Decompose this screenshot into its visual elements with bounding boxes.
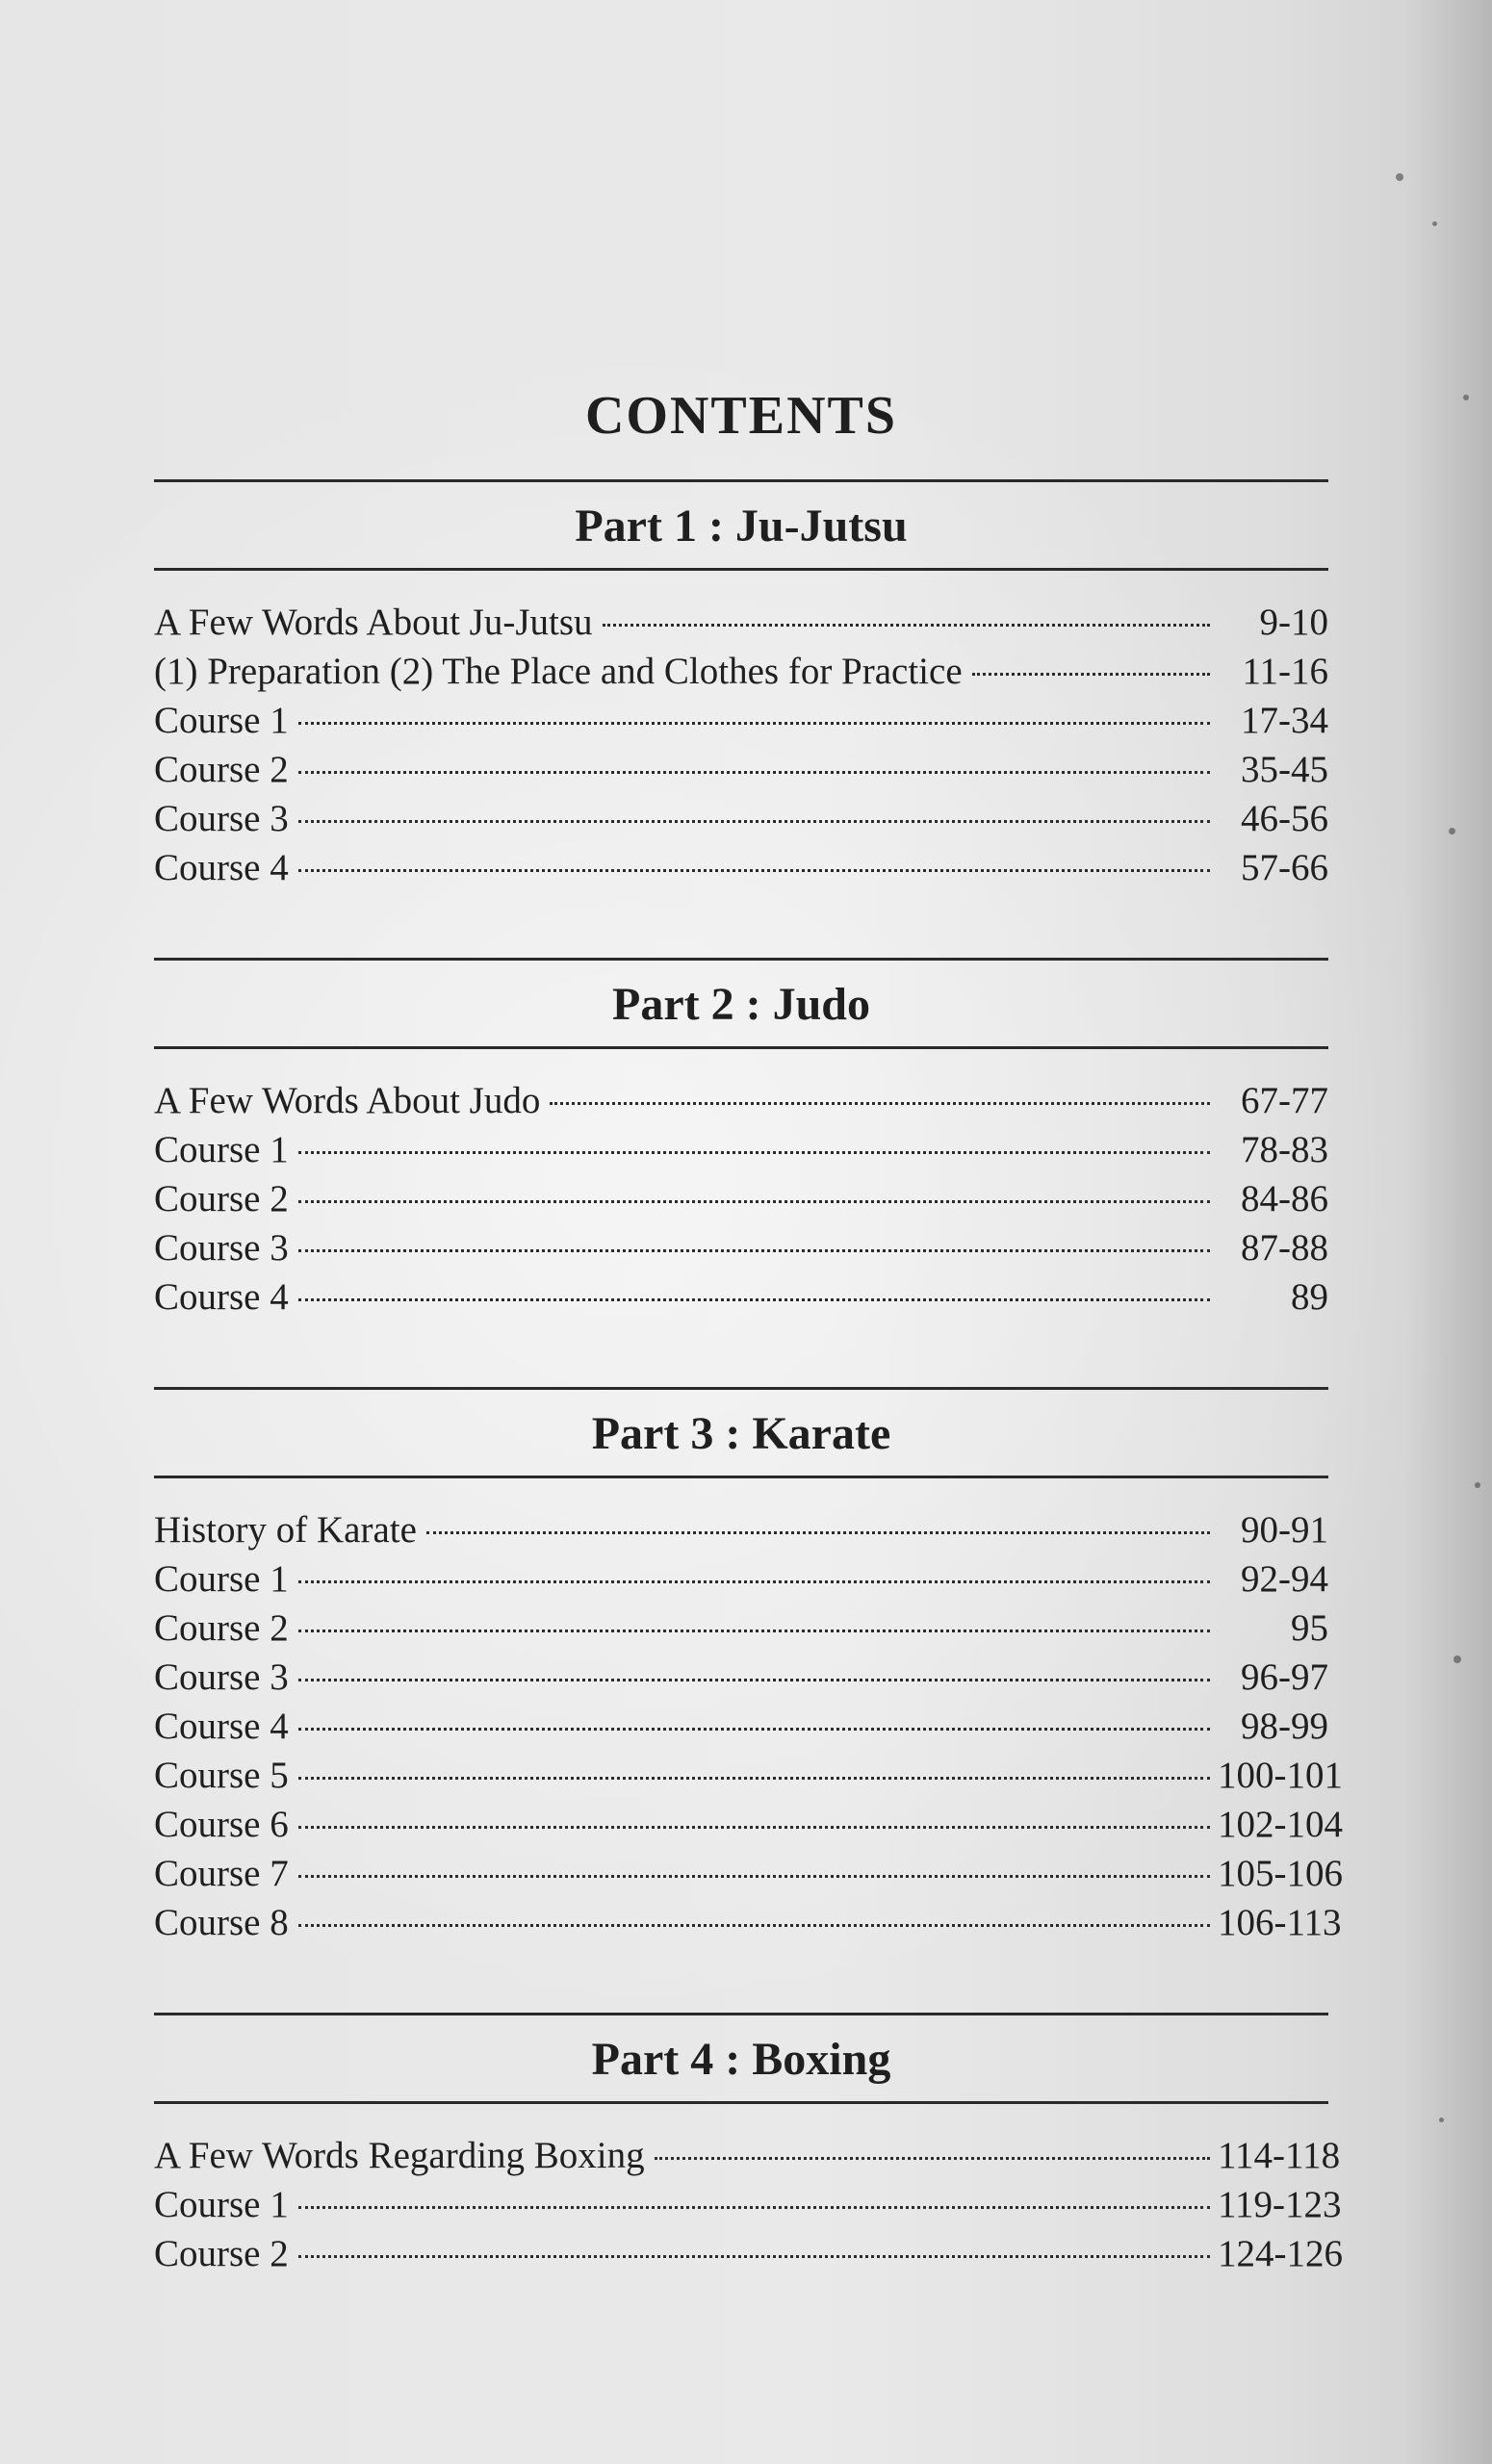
toc-entry-title: Course 2 [154,749,289,790]
toc-entry-leader-dots [298,1875,1210,1878]
toc-entry-pages: 89 [1291,1276,1328,1318]
page-speck [1432,221,1437,226]
page-speck [1453,1656,1461,1663]
toc-entry-title: Course 2 [154,1178,289,1219]
toc-entry-leader-dots [298,1200,1210,1203]
toc-entry-title: Course 7 [154,1853,289,1894]
table-of-contents [154,385,1343,2344]
page-speck [1463,395,1469,400]
contents-sections [154,479,1343,2278]
page-speck [1396,173,1403,181]
toc-entry-pages: 102-104 [1218,1804,1343,1845]
contents-title: CONTENTS [584,386,898,446]
toc-entry-pages: 17-34 [1241,700,1328,741]
toc-entry-pages: 124-126 [1218,2233,1343,2274]
toc-entry-pages: 119-123 [1218,2184,1342,2225]
toc-entry-leader-dots [655,2157,1210,2160]
toc-entry-leader-dots [550,1102,1210,1105]
toc-entry-title: Course 4 [154,1706,289,1747]
toc-entry [154,696,1328,745]
toc-entry-leader-dots [298,2206,1210,2209]
toc-entry-title: Course 3 [154,1656,289,1698]
toc-entry-title: Course 3 [154,1227,289,1269]
toc-entry-leader-dots [298,1151,1210,1154]
toc-entry-title: A Few Words About Judo [154,1080,541,1121]
toc-entry [154,1800,1343,1849]
toc-entry-leader-dots [298,1924,1210,1927]
toc-entry-pages: 92-94 [1241,1558,1328,1600]
page-speck [1439,2118,1444,2122]
toc-entry [154,1125,1328,1174]
toc-entry-title: A Few Words About Ju-Jutsu [154,602,593,643]
toc-entry-pages: 90-91 [1241,1509,1328,1551]
toc-entry [154,598,1328,647]
toc-entry [154,1223,1328,1272]
toc-entry [154,1653,1328,1702]
contents-section [154,479,1328,892]
toc-entry-leader-dots [426,1531,1210,1534]
page-speck [1449,828,1455,834]
toc-entry-leader-dots [298,1630,1210,1632]
toc-entry-pages: 84-86 [1241,1178,1328,1219]
toc-entry-title: (1) Preparation (2) The Place and Clothes for Practice [154,651,963,692]
toc-entry-pages: 78-83 [1241,1129,1328,1170]
toc-entry [154,2229,1343,2278]
toc-entry [154,794,1328,843]
part-title: Part 1 : Ju-Jutsu [575,500,908,552]
toc-entry-leader-dots [298,722,1210,725]
toc-entry [154,1898,1342,1947]
section-rule-bottom [154,2101,1328,2104]
toc-entry-title: Course 1 [154,1558,289,1600]
toc-entry [154,1604,1328,1653]
toc-entry-pages: 57-66 [1241,847,1328,888]
contents-section [154,2013,1343,2278]
toc-entry-title: Course 5 [154,1755,289,1796]
toc-entry [154,647,1328,696]
toc-entry-leader-dots [298,1580,1210,1583]
toc-entry-pages: 35-45 [1241,749,1328,790]
toc-entry-title: Course 8 [154,1902,289,1943]
toc-entry-pages: 9-10 [1259,602,1328,643]
toc-entry-title: Course 4 [154,1276,289,1318]
toc-entry-pages: 100-101 [1218,1755,1343,1796]
part-title: Part 4 : Boxing [591,2034,891,2085]
page-edge-shadow [1405,0,1492,2464]
toc-entry [154,1505,1328,1554]
toc-entry-title: Course 6 [154,1804,289,1845]
toc-entry [154,1174,1328,1223]
toc-entry-leader-dots [603,624,1210,627]
contents-section [154,958,1328,1322]
toc-entry-leader-dots [298,1298,1210,1301]
toc-entry-leader-dots [972,673,1210,676]
toc-entry-title: Course 1 [154,2184,289,2225]
toc-entry-pages: 95 [1291,1607,1328,1649]
toc-entry-pages: 67-77 [1241,1080,1328,1121]
toc-entry-leader-dots [298,1249,1210,1252]
toc-entry-leader-dots [298,2255,1210,2258]
toc-entry-leader-dots [298,869,1210,872]
toc-entry-pages: 87-88 [1241,1227,1328,1269]
contents-section [154,1387,1343,1947]
toc-entry-pages: 46-56 [1241,798,1328,839]
toc-entry-title: History of Karate [154,1509,417,1551]
toc-entry [154,1076,1328,1125]
toc-entry [154,1751,1343,1800]
toc-entry-pages: 105-106 [1218,1853,1343,1894]
toc-entry-title: Course 4 [154,847,289,888]
toc-entry-title: A Few Words Regarding Boxing [154,2135,645,2176]
toc-entry-leader-dots [298,771,1210,774]
toc-entry-pages: 114-118 [1218,2135,1341,2176]
toc-entry [154,843,1328,892]
toc-entry [154,1554,1328,1604]
toc-entry [154,745,1328,794]
toc-entry [154,1702,1328,1751]
page-speck [1475,1482,1480,1488]
toc-entry-title: Course 3 [154,798,289,839]
part-title: Part 3 : Karate [591,1408,891,1459]
toc-entry-pages: 96-97 [1241,1656,1328,1698]
toc-entry-pages: 106-113 [1218,1902,1342,1943]
toc-entry-title: Course 2 [154,2233,289,2274]
toc-entry-leader-dots [298,1777,1210,1780]
toc-entry-leader-dots [298,820,1210,823]
section-rule-bottom [154,568,1328,571]
part-title: Part 2 : Judo [612,979,870,1030]
section-rule-bottom [154,1476,1328,1478]
toc-entry-title: Course 1 [154,700,289,741]
toc-entry-title: Course 1 [154,1129,289,1170]
toc-entry-pages: 11-16 [1242,651,1328,692]
toc-entry-pages: 98-99 [1241,1706,1328,1747]
toc-entry-leader-dots [298,1728,1210,1731]
toc-entry [154,1849,1343,1898]
toc-entry-leader-dots [298,1826,1210,1829]
toc-entry [154,2180,1342,2229]
toc-entry [154,2131,1341,2180]
toc-entry-title: Course 2 [154,1607,289,1649]
section-rule-bottom [154,1046,1328,1049]
toc-entry [154,1272,1328,1322]
toc-entry-leader-dots [298,1679,1210,1681]
